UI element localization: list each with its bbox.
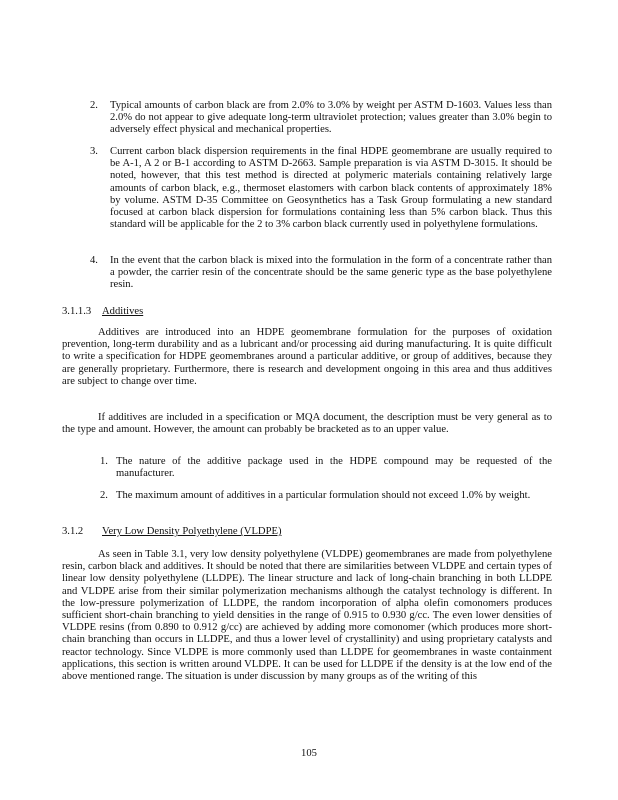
paragraph-vldpe — [62, 549, 552, 683]
list-text: The nature of the additive package used in the HDPE compound may be requested of the manufacturer. — [116, 456, 552, 480]
list-text: Typical amounts of carbon black are from 2.0% to 3.0% by weight per ASTM D-1603. Values less than 2.0% do not appear to give adequate long-term ultraviolet protection; values greater than 3.0% begin to adversely effect physical and mechanical properties. — [110, 100, 552, 136]
list-text: Current carbon black dispersion requirements in the final HDPE geomembrane are usually required to be A-1, A 2 or B-1 according to ASTM D-2663. Sample preparation is via ASTM D-3015. It should be noted, however, that this test method is directed at polymeric materials containing relatively large amounts of carbon black, e.g., thermoset elastomers with carbon black contents of approximately 18% by volume. ASTM D-35 Committee on Geosynthetics has a Task Group formulating a new standard focused at carbon black dispersion for formulations containing less than 5% carbon black. Thus this standard will be applicable for the 2 to 3% carbon black currently used in polyethylene formulations. — [110, 146, 552, 231]
section-heading-additives — [62, 306, 143, 318]
paragraph-text: Additives are introduced into an HDPE geomembrane formulation for the purposes of oxidation prevention, long-term durability and as a lubricant and/or processing aid during manufacturing. It is quite difficult to write a specification for HDPE geomembranes around a particular additive, or group of additives, because they are generally proprietary. Furthermore, there is research and development ongoing in this area and thus additives are subject to change over time. — [62, 327, 552, 387]
list-text: The maximum amount of additives in a particular formulation should not exceed 1.0% by weight. — [116, 490, 531, 501]
section-heading-vldpe — [62, 526, 281, 538]
list-item-2 — [90, 100, 552, 137]
paragraph-text: As seen in Table 3.1, very low density polyethylene (VLDPE) geomembranes are made from polyethylene resin, carbon black and additives. It should be noted that there are similarities between VLDPE and certain types of linear low density polyethylene (LLDPE). The linear structure and lack of long-chain branching in both LLDPE and VLDPE arise from their similar polymerization mechanisms although the catalyst technology is different. In the low-pressure polymerization of LLDPE, the random incorporation of alpha olefin comonomers produces sufficient short-chain branching to yield densities in the range of 0.915 to 0.930 g/cc. The even lower densities of VLDPE resins (from 0.890 to 0.912 g/cc) are achieved by adding more comonomer (which produces more short-chain branching than occurs in LLDPE, and thus a lower level of crystallinity) and using proprietary catalysts and reactor technology. Since VLDPE is more commonly used than LLDPE for geomembranes in waste containment applications, this section is written around VLDPE. It can be used for LLDPE if the density is at the low end of the above mentioned range. The situation is under discussion by many groups as of the writing of this — [62, 549, 552, 683]
section-number: 3.1.2 — [62, 526, 84, 537]
list-number: 2. — [90, 100, 98, 111]
list-number: 3. — [90, 146, 98, 157]
list-text: In the event that the carbon black is mixed into the formulation in the form of a concentrate rather than a powder, the carrier resin of the concentrate should be the same generic type as the base polyethylene resin. — [110, 255, 552, 291]
section-number: 3.1.1.3 — [62, 306, 92, 317]
list-item-4 — [90, 255, 552, 292]
list-item-3 — [90, 146, 552, 231]
paragraph-additives-2 — [62, 412, 552, 436]
paragraph-text: If additives are included in a specification or MQA document, the description must be very general as to the type and amount. However, the amount can probably be bracketed as to an upper value. — [62, 412, 552, 436]
page-number: 105 — [301, 748, 317, 759]
section-title: Very Low Density Polyethylene (VLDPE) — [102, 526, 282, 537]
list-number: 1. — [100, 456, 108, 467]
section-title: Additives — [102, 306, 144, 317]
list-item-additive-2 — [100, 490, 552, 502]
paragraph-additives-1 — [62, 327, 552, 388]
list-number: 4. — [90, 255, 98, 266]
list-number: 2. — [100, 490, 108, 501]
list-item-additive-1 — [100, 456, 552, 480]
